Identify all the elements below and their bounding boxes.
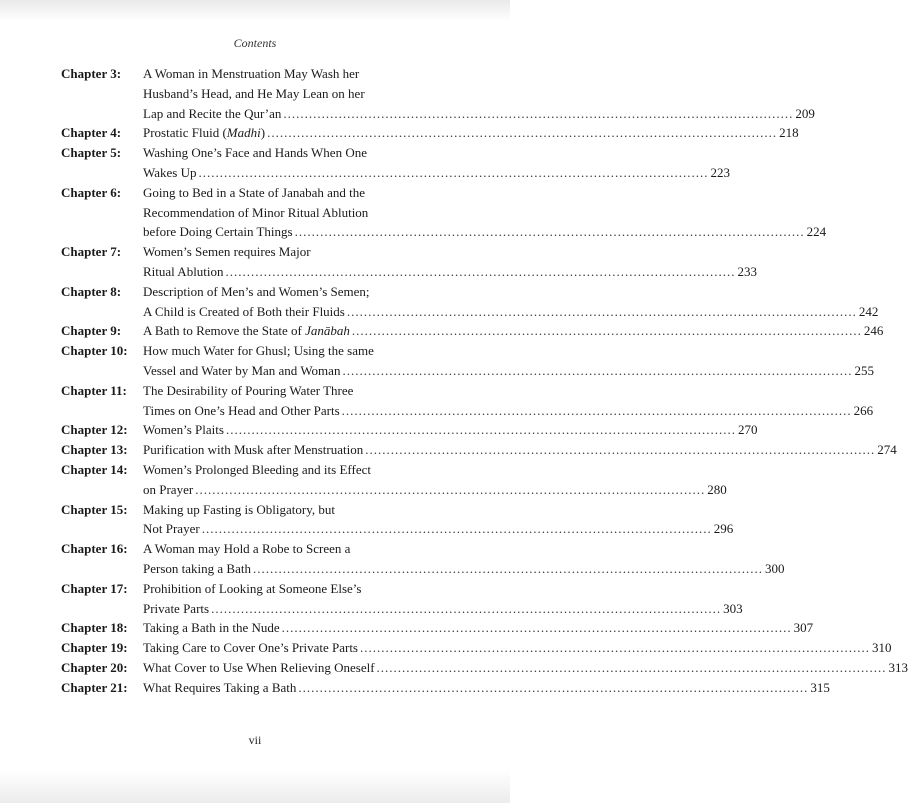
chapter-number: Chapter 12:	[61, 422, 128, 438]
chapter-title-last-line	[143, 401, 874, 421]
toc-entry	[61, 143, 730, 183]
chapter-title-line: Purification with Musk after Menstruation	[143, 442, 364, 458]
chapter-title-line: Description of Men’s and Women’s Semen;	[143, 283, 370, 299]
chapter-number: Chapter 11:	[61, 382, 127, 398]
page-reference: 274	[877, 442, 897, 458]
chapter-title-line: A Child is Created of Both their Fluids	[143, 303, 345, 319]
chapter-title	[143, 381, 874, 421]
dot-leader: ........................................................................................................................	[346, 303, 857, 319]
chapter-title-line: Times on One’s Head and Other Parts	[143, 402, 340, 418]
chapter-title-last-line	[143, 302, 879, 322]
chapter-number: Chapter 19:	[61, 640, 128, 656]
dot-leader: ........................................................................................................................	[376, 659, 887, 675]
page-reference: 303	[723, 600, 743, 616]
page-reference: 266	[853, 402, 874, 418]
chapter-title-last-line	[143, 678, 830, 698]
chapter-title-last-line	[143, 222, 827, 242]
page-reference: 280	[707, 481, 727, 497]
chapter-title-line: Women’s Semen requires Major	[143, 244, 311, 260]
chapter-title-last-line	[143, 123, 799, 143]
toc-entry	[61, 539, 785, 579]
page-reference: 223	[710, 164, 730, 180]
dot-leader: ........................................................................................................................	[283, 105, 794, 121]
toc-entry	[61, 420, 758, 440]
dot-leader: ........................................................................................................................	[351, 323, 862, 339]
page-reference: 307	[793, 620, 814, 636]
chapter-title-line: A Bath to Remove the State of Janābah	[143, 323, 350, 339]
chapter-title	[143, 321, 884, 341]
page-reference: 209	[795, 105, 815, 121]
toc-entry	[61, 618, 814, 638]
chapter-number: Chapter 3:	[61, 66, 122, 81]
chapter-number: Chapter 16:	[61, 541, 128, 557]
dot-leader: ........................................................................................................................	[201, 521, 712, 537]
dot-leader: ........................................................................................................................	[198, 164, 709, 180]
chapter-title-line: on Prayer	[143, 481, 194, 497]
dot-leader: ........................................................................................................................	[360, 640, 870, 656]
chapter-title	[143, 638, 892, 658]
chapter-title	[143, 460, 727, 500]
dot-leader: ........................................................................................................................	[225, 422, 736, 438]
toc-entry	[61, 500, 734, 540]
chapter-title-line: What Requires Taking a Bath	[143, 679, 297, 695]
chapter-title-line: Taking Care to Cover One’s Private Parts	[143, 640, 358, 656]
chapter-title-last-line	[143, 618, 814, 638]
chapter-title-line: Making up Fasting is Obligatory, but	[143, 501, 335, 517]
chapter-number: Chapter 21:	[61, 679, 128, 695]
dot-leader: ........................................................................................................................	[225, 263, 736, 279]
chapter-title-last-line	[143, 480, 727, 500]
dot-leader: ........................................................................................................................	[281, 620, 792, 636]
chapter-title-line: Prohibition of Looking at Someone Else’s	[143, 580, 362, 596]
chapter-title	[143, 500, 734, 540]
chapter-number: Chapter 7:	[61, 244, 122, 260]
chapter-title	[143, 143, 730, 183]
page-reference: 310	[872, 640, 892, 656]
chapter-number: Chapter 17:	[61, 580, 128, 596]
chapter-title-line: What Cover to Use When Relieving Oneself	[143, 659, 375, 675]
chapter-number: Chapter 6:	[61, 184, 122, 200]
toc-entry	[61, 123, 799, 143]
page-reference: 233	[737, 263, 758, 279]
page-reference: 246	[863, 323, 884, 339]
chapter-number: Chapter 4:	[61, 125, 122, 141]
chapter-title-line: A Woman in Menstruation May Wash her	[143, 66, 360, 81]
chapter-title-line: The Desirability of Pouring Water Three	[143, 382, 354, 398]
chapter-title	[143, 123, 799, 143]
chapter-number: Chapter 14:	[61, 461, 128, 477]
chapter-title-line: Vessel and Water by Man and Woman	[143, 362, 341, 378]
chapter-title	[143, 282, 879, 322]
page-reference: 218	[779, 125, 799, 141]
chapter-number: Chapter 15:	[61, 501, 128, 517]
page-reference: 315	[810, 679, 830, 695]
chapter-title-line: Person taking a Bath	[143, 560, 251, 576]
page-reference: 242	[858, 303, 879, 319]
chapter-title-line: Women’s Prolonged Bleeding and its Effect	[143, 461, 371, 477]
chapter-title-line: Taking a Bath in the Nude	[143, 620, 280, 636]
dot-leader: ........................................................................................................................	[298, 679, 809, 695]
chapter-title	[143, 440, 897, 460]
toc-entry	[61, 638, 892, 658]
chapter-number: Chapter 20:	[61, 659, 128, 675]
chapter-title-line: Prostatic Fluid (Madhi)	[143, 125, 266, 141]
chapter-title-last-line	[143, 262, 758, 282]
chapter-title	[143, 618, 814, 638]
chapter-title-line: Women’s Plaits	[143, 422, 224, 438]
page-reference: 224	[806, 224, 827, 240]
dot-leader: ........................................................................................................................	[342, 362, 853, 378]
toc-entry	[61, 242, 758, 282]
chapter-number: Chapter 9:	[61, 323, 122, 339]
chapter-title-line: How much Water for Ghusl; Using the same	[143, 343, 374, 359]
chapter-title-last-line	[143, 658, 908, 678]
chapter-title	[143, 183, 827, 242]
chapter-title	[143, 658, 908, 678]
chapter-title-last-line	[143, 559, 785, 579]
dot-leader: ........................................................................................................................	[341, 402, 852, 418]
toc-entry	[61, 579, 743, 619]
toc-entry	[61, 321, 884, 341]
chapter-title-line: Recommendation of Minor Ritual Ablution	[143, 204, 369, 220]
chapter-title-last-line	[143, 420, 758, 440]
chapter-title-last-line	[143, 163, 730, 183]
chapter-title-last-line	[143, 599, 743, 619]
chapter-title-line: A Woman may Hold a Robe to Screen a	[143, 541, 351, 557]
chapter-title-line: Going to Bed in a State of Janabah and the	[143, 184, 366, 200]
chapter-title-line: Wakes Up	[143, 164, 197, 180]
chapter-title	[143, 242, 758, 282]
page-number: vii	[248, 733, 262, 747]
chapter-title-line: Husband’s Head, and He May Lean on her	[143, 85, 365, 101]
chapter-title-line: Private Parts	[143, 600, 210, 616]
table-of-contents	[61, 64, 908, 698]
toc-entry	[61, 282, 879, 322]
running-head: Contents	[233, 36, 277, 50]
dot-leader: ........................................................................................................................	[365, 442, 876, 458]
chapter-title-line: Not Prayer	[143, 521, 200, 537]
chapter-number: Chapter 18:	[61, 620, 128, 636]
toc-entry	[61, 381, 874, 421]
chapter-title-last-line	[143, 321, 884, 341]
page-reference: 255	[854, 362, 874, 378]
chapter-title	[143, 539, 785, 579]
chapter-title-line: before Doing Certain Things	[143, 224, 293, 240]
chapter-title-last-line	[143, 638, 892, 658]
toc-entry	[61, 440, 897, 460]
chapter-title-line: Lap and Recite the Qur’an	[143, 105, 282, 121]
page-reference: 313	[888, 659, 908, 675]
chapter-title	[143, 64, 815, 123]
toc-entry	[61, 658, 908, 678]
chapter-title-last-line	[143, 361, 874, 381]
chapter-number: Chapter 8:	[61, 283, 122, 299]
dot-leader: ........................................................................................................................	[252, 560, 763, 576]
chapter-number: Chapter 5:	[61, 145, 122, 161]
chapter-title-line: Washing One’s Face and Hands When One	[143, 145, 367, 161]
chapter-title-last-line	[143, 440, 897, 460]
chapter-title	[143, 678, 830, 698]
chapter-title	[143, 579, 743, 619]
toc-entry	[61, 678, 830, 698]
page-reference: 270	[737, 422, 758, 438]
dot-leader: ........................................................................................................................	[294, 224, 805, 240]
dot-leader: ........................................................................................................................	[195, 481, 706, 497]
chapter-title-line: Ritual Ablution	[143, 263, 224, 279]
toc-entry	[61, 64, 815, 123]
toc-entry	[61, 341, 874, 381]
dot-leader: ........................................................................................................................	[267, 125, 778, 141]
page-reference: 300	[764, 560, 785, 576]
toc-entry	[61, 183, 827, 242]
chapter-title-last-line	[143, 104, 815, 124]
toc-entry	[61, 460, 727, 500]
chapter-number: Chapter 10:	[61, 343, 128, 359]
chapter-title	[143, 341, 874, 381]
chapter-title	[143, 420, 758, 440]
page-reference: 296	[713, 521, 734, 537]
dot-leader: ........................................................................................................................	[211, 600, 722, 616]
chapter-title-last-line	[143, 519, 734, 539]
chapter-number: Chapter 13:	[61, 442, 128, 458]
